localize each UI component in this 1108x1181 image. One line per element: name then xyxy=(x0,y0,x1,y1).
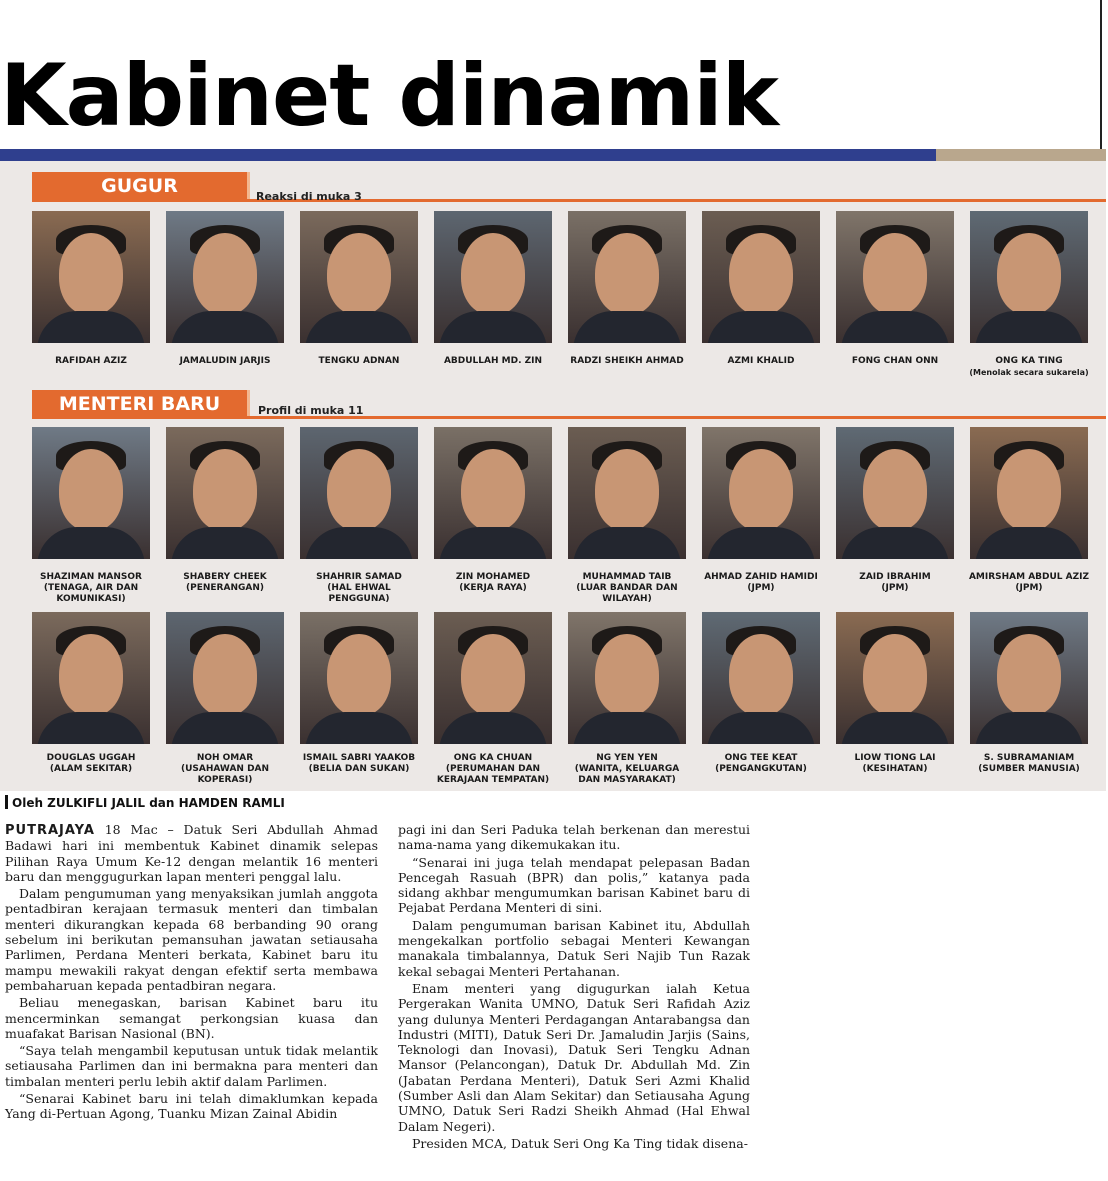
article-column-1 xyxy=(5,822,378,1124)
portrait-face xyxy=(595,233,659,315)
portrait-portfolio: (KERJA RAYA) xyxy=(459,583,527,593)
portrait-caption xyxy=(150,572,300,594)
portrait-photo xyxy=(300,211,418,343)
article-paragraph xyxy=(5,822,378,884)
portrait-name: ABDULLAH MD. ZIN xyxy=(443,356,543,366)
portrait-name: ONG TEE KEAT xyxy=(724,753,798,763)
portrait-face xyxy=(461,449,525,531)
portrait-caption xyxy=(16,356,166,367)
portrait-caption xyxy=(284,753,434,775)
portrait-photo xyxy=(970,211,1088,343)
portrait-caption xyxy=(954,356,1104,378)
portrait-photo xyxy=(166,612,284,744)
portrait-caption xyxy=(686,753,836,775)
portrait-body xyxy=(975,527,1083,559)
portrait-body xyxy=(707,712,815,744)
photo-strip xyxy=(936,149,1106,161)
section-note-menteri-baru: Profil di muka 11 xyxy=(258,404,364,417)
portrait-face xyxy=(729,634,793,716)
portrait-caption xyxy=(16,572,166,605)
portrait-face xyxy=(729,449,793,531)
article-paragraph: “Saya telah mengambil keputusan untuk tidak melantik setiausaha Parlimen dan ini bermakna para menteri dan timbalan menteri perlu lebih aktif dalam Parlimen. xyxy=(5,1043,378,1089)
byline-bar xyxy=(5,795,8,809)
portrait-photo xyxy=(434,427,552,559)
portrait-photo xyxy=(32,427,150,559)
portrait-body xyxy=(305,712,413,744)
portrait-photo xyxy=(32,612,150,744)
portrait-body xyxy=(439,527,547,559)
section-rule xyxy=(32,416,1106,419)
portrait-portfolio: (PENERANGAN) xyxy=(186,583,264,593)
portrait-caption xyxy=(150,356,300,367)
portrait-portfolio: (PERUMAHAN DAN KERAJAAN TEMPATAN) xyxy=(436,764,550,785)
article-paragraph: “Senarai ini juga telah mendapat pelepasan Badan Pencegah Rasuah (BPR) dan polis,” katanya pada sidang akhbar mengumumkan barisan Kabinet baru di Pejabat Perdana Menteri di sini. xyxy=(398,854,750,916)
portrait-portfolio: (SUMBER MANUSIA) xyxy=(978,764,1080,774)
portrait-face xyxy=(997,233,1061,315)
portrait-face xyxy=(59,449,123,531)
portrait-portfolio: (USAHAWAN DAN KOPERASI) xyxy=(180,764,270,785)
portrait-photo xyxy=(166,427,284,559)
portrait-caption xyxy=(284,356,434,367)
portrait-body xyxy=(707,527,815,559)
portrait-body xyxy=(171,527,279,559)
portrait-portfolio: (Menolak secara sukarela) xyxy=(969,368,1089,377)
article-paragraph: Presiden MCA, Datuk Seri Ong Ka Ting tidak disena- xyxy=(412,1135,748,1151)
portrait-body xyxy=(573,311,681,343)
portrait-face xyxy=(595,634,659,716)
portrait-body xyxy=(305,527,413,559)
portrait-caption xyxy=(820,753,970,775)
portrait-body xyxy=(707,311,815,343)
portrait-name: MUHAMMAD TAIB xyxy=(582,572,672,582)
portrait-photo xyxy=(300,612,418,744)
portrait-name: SHAZIMAN MANSOR xyxy=(40,572,142,582)
article-paragraph: “Senarai Kabinet baru ini telah dimaklumkan kepada Yang di-Pertuan Agong, Tuanku Mizan Zainal Abidin xyxy=(5,1091,378,1122)
portrait-caption xyxy=(820,356,970,367)
portrait-photo xyxy=(702,612,820,744)
portrait-photo xyxy=(568,612,686,744)
portrait-body xyxy=(573,712,681,744)
portrait-face xyxy=(193,449,257,531)
portrait-body xyxy=(975,712,1083,744)
dateline: PUTRAJAYA xyxy=(5,823,95,838)
portrait-face xyxy=(461,634,525,716)
portrait-caption xyxy=(686,356,836,367)
portrait-body xyxy=(305,311,413,343)
portrait-photo xyxy=(32,211,150,343)
portrait-portfolio: (JPM) xyxy=(881,583,909,593)
portrait-portfolio: (TENAGA, AIR DAN KOMUNIKASI) xyxy=(43,583,139,604)
portrait-photo xyxy=(702,427,820,559)
portrait-caption xyxy=(552,572,702,605)
portrait-face xyxy=(461,233,525,315)
portrait-photo xyxy=(836,612,954,744)
portrait-face xyxy=(863,233,927,315)
portrait-caption xyxy=(418,572,568,594)
portrait-name: ONG KA TING xyxy=(995,356,1063,366)
article-paragraph: Beliau menegaskan, barisan Kabinet baru itu mencerminkan semangat perkongsian kuasa dan muafakat Barisan Nasional (BN). xyxy=(5,995,378,1041)
article-column-2 xyxy=(398,822,750,1153)
section-tab-gugur: GUGUR xyxy=(32,172,250,200)
portrait-body xyxy=(841,527,949,559)
portrait-photo xyxy=(970,427,1088,559)
headline: Kabinet dinamik xyxy=(0,46,778,146)
portrait-body xyxy=(439,311,547,343)
portrait-name: TENGKU ADNAN xyxy=(318,356,400,366)
portrait-face xyxy=(863,449,927,531)
portrait-name: FONG CHAN ONN xyxy=(851,356,939,366)
article-paragraph: pagi ini dan Seri Paduka telah berkenan dan merestui nama-nama yang dikemukakan itu. xyxy=(398,822,750,853)
article-lead-text: 18 Mac – Datuk Seri Abdullah Ahmad Badawi hari ini membentuk Kabinet dinamik selepas Pilihan Raya Umum Ke-12 dengan melantik 16 menteri baru dan menggugurkan lapan menteri penggal lalu. xyxy=(5,822,378,884)
portrait-name: NG YEN YEN xyxy=(596,753,658,763)
portrait-body xyxy=(37,527,145,559)
portrait-face xyxy=(193,634,257,716)
portrait-face xyxy=(327,634,391,716)
portrait-face xyxy=(59,634,123,716)
portrait-name: AHMAD ZAHID HAMIDI xyxy=(704,572,818,582)
portrait-body xyxy=(171,311,279,343)
portrait-name: S. SUBRAMANIAM xyxy=(983,753,1075,763)
portrait-photo xyxy=(970,612,1088,744)
portrait-face xyxy=(193,233,257,315)
section-tab-menteri-baru: MENTERI BARU xyxy=(32,390,250,418)
section-rule xyxy=(32,199,1106,202)
portrait-portfolio: (PENGANGKUTAN) xyxy=(715,764,807,774)
portrait-face xyxy=(59,233,123,315)
article-paragraph: Dalam pengumuman barisan Kabinet itu, Abdullah mengekalkan portfolio sebagai Menteri Kewangan manakala timbalannya, Datuk Seri Najib Tun Razak kekal sebagai Menteri Pertahanan. xyxy=(398,917,750,979)
portrait-name: AZMI KHALID xyxy=(727,356,795,366)
portrait-photo xyxy=(434,211,552,343)
byline-text: Oleh ZULKIFLI JALIL dan HAMDEN RAMLI xyxy=(12,796,285,810)
portrait-body xyxy=(975,311,1083,343)
portrait-face xyxy=(327,449,391,531)
byline xyxy=(5,795,285,810)
portrait-caption xyxy=(16,753,166,775)
portrait-body xyxy=(841,712,949,744)
portrait-name: NOH OMAR xyxy=(196,753,254,763)
portrait-body xyxy=(37,712,145,744)
section-note-gugur: Reaksi di muka 3 xyxy=(256,190,362,203)
portrait-name: ONG KA CHUAN xyxy=(453,753,533,763)
portrait-body xyxy=(841,311,949,343)
portrait-name: AMIRSHAM ABDUL AZIZ xyxy=(968,572,1090,582)
portrait-caption xyxy=(150,753,300,786)
portrait-body xyxy=(37,311,145,343)
portrait-name: RAFIDAH AZIZ xyxy=(55,356,127,366)
portrait-body xyxy=(573,527,681,559)
portrait-photo xyxy=(166,211,284,343)
portrait-name: SHABERY CHEEK xyxy=(183,572,267,582)
portrait-caption xyxy=(954,572,1104,594)
portrait-caption xyxy=(552,753,702,786)
portrait-portfolio: (WANITA, KELUARGA DAN MASYARAKAT) xyxy=(574,764,680,785)
portrait-face xyxy=(327,233,391,315)
portrait-name: ZIN MOHAMED xyxy=(455,572,531,582)
portrait-face xyxy=(863,634,927,716)
portrait-name: JAMALUDIN JARJIS xyxy=(179,356,271,366)
portrait-name: ISMAIL SABRI YAAKOB xyxy=(302,753,416,763)
portrait-face xyxy=(997,634,1061,716)
portrait-name: SHAHRIR SAMAD xyxy=(316,572,402,582)
portrait-portfolio: (BELIA DAN SUKAN) xyxy=(308,764,410,774)
portrait-photo xyxy=(568,211,686,343)
portrait-name: DOUGLAS UGGAH xyxy=(46,753,136,763)
portrait-caption xyxy=(418,356,568,367)
portrait-portfolio: (KESIHATAN) xyxy=(862,764,928,774)
portrait-face xyxy=(595,449,659,531)
portrait-name: RADZI SHEIKH AHMAD xyxy=(570,356,684,366)
article-paragraph: Dalam pengumuman yang menyaksikan jumlah anggota pentadbiran kerajaan termasuk menteri dan timbalan menteri dikurangkan kepada 68 berbanding 90 orang sebelum ini berikutan pemansuhan jawatan setiausaha Parlimen, Perdana Menteri berkata, Kabinet baru itu mampu mewakili rakyat dengan efektif serta membawa pembaharuan kepada pentadbiran negara. xyxy=(5,886,378,993)
portrait-name: ZAID IBRAHIM xyxy=(859,572,931,582)
portrait-photo xyxy=(836,427,954,559)
portrait-caption xyxy=(954,753,1104,775)
portrait-caption xyxy=(686,572,836,594)
portrait-photo xyxy=(434,612,552,744)
portrait-portfolio: (JPM) xyxy=(747,583,775,593)
blue-band xyxy=(0,149,1106,161)
portrait-portfolio: (LUAR BANDAR DAN WILAYAH) xyxy=(576,583,678,604)
article-paragraph: Enam menteri yang digugurkan ialah Ketua Pergerakan Wanita UMNO, Datuk Seri Rafidah Aziz yang dulunya Menteri Perdagangan Antarabangsa dan Industri (MITI), Datuk Seri Dr. Jamaludin Jarjis (Sains, Teknologi dan Inovasi), Datuk Seri Tengku Adnan Mansor (Pelancongan), Datuk Dr. Abdullah Md. Zin (Jabatan Perdana Menteri), Datuk Seri Azmi Khalid (Sumber Asli dan Alam Sekitar) dan Setiausaha Agung UMNO, Datuk Seri Radzi Sheikh Ahmad (Hal Ehwal Dalam Negeri). xyxy=(398,980,750,1134)
portrait-portfolio: (ALAM SEKITAR) xyxy=(49,764,133,774)
portrait-body xyxy=(171,712,279,744)
portrait-photo xyxy=(702,211,820,343)
portrait-photo xyxy=(836,211,954,343)
portrait-face xyxy=(729,233,793,315)
portrait-photo xyxy=(300,427,418,559)
portrait-caption xyxy=(820,572,970,594)
portrait-caption xyxy=(284,572,434,605)
portrait-photo xyxy=(568,427,686,559)
portrait-portfolio: (JPM) xyxy=(1015,583,1043,593)
portrait-body xyxy=(439,712,547,744)
portrait-caption xyxy=(418,753,568,786)
portrait-face xyxy=(997,449,1061,531)
portrait-name: LIOW TIONG LAI xyxy=(854,753,936,763)
portrait-caption xyxy=(552,356,702,367)
portrait-portfolio: (HAL EHWAL PENGGUNA) xyxy=(327,583,391,604)
